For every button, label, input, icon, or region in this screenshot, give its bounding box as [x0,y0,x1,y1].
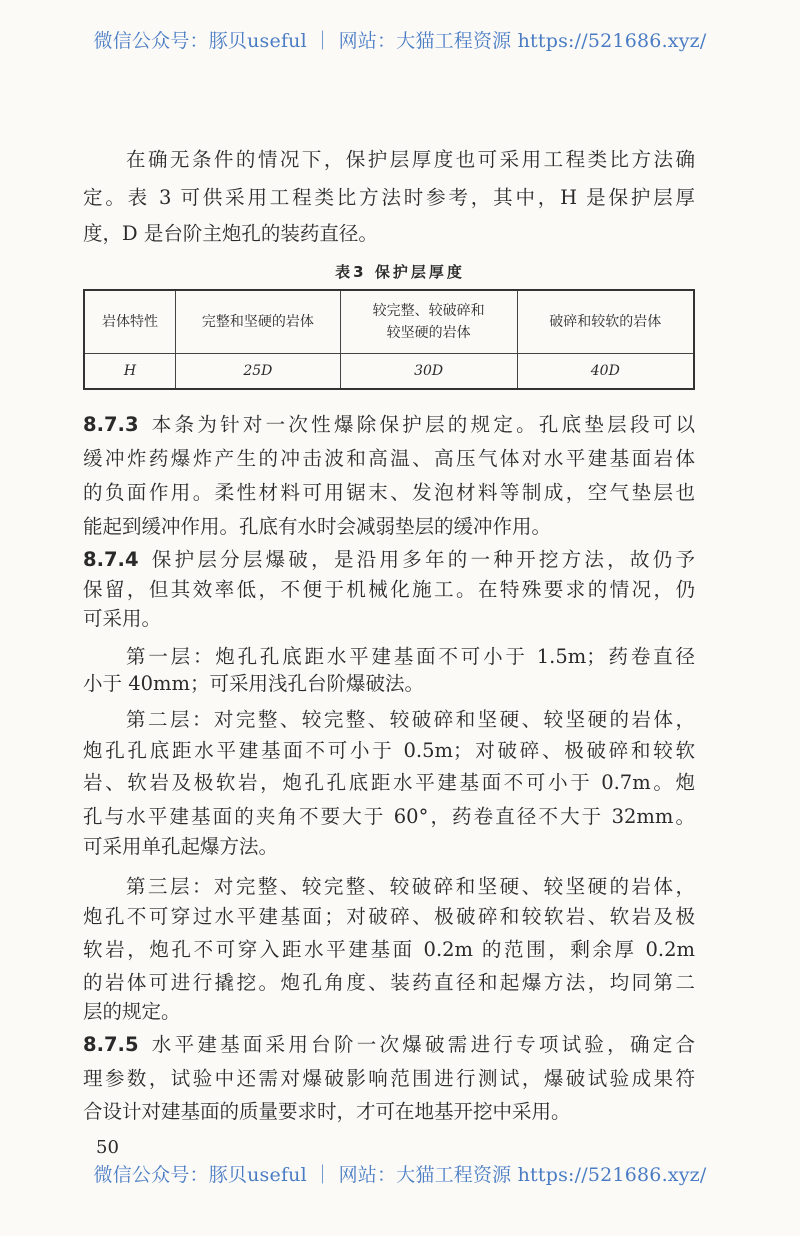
text-line: 可采用单孔起爆方法。 [83,835,279,858]
text-line: 保留，但其效率低，不便于机械化施工。在特殊要求的情况，仍 [83,578,695,601]
protection-layer-table [83,289,695,390]
text-line: 第二层：对完整、较完整、较破碎和坚硬、较坚硬的岩体， [126,708,695,731]
text-line: 缓冲炸药爆炸产生的冲击波和高温、高压气体对水平建基面岩体 [83,447,695,470]
text-line: 理参数，试验中还需对爆破影响范围进行测试，爆破试验成果符 [83,1067,695,1090]
text-line: 可采用。 [83,607,162,630]
watermark-bottom: 微信公众号：豚贝useful ｜ 网站：大猫工程资源 https://521686.xyz/ [93,1164,707,1186]
watermark-top: 微信公众号：豚贝useful ｜ 网站：大猫工程资源 https://521686.xyz/ [93,30,707,52]
text-line [83,1033,695,1057]
text-line: 炮孔不可穿过水平建基面；对破碎、极破碎和较软岩、软岩及极 [83,905,695,928]
table-cell: 40D [517,354,694,390]
text-line: 小于 40mm；可采用浅孔台阶爆破法。 [83,672,424,695]
text: 保护层分层爆破，是沿用多年的一种开挖方法，故仍予 [148,548,695,571]
table-header: 岩体特性 [84,290,176,354]
text-line: 的岩体可进行撬挖。炮孔角度、装药直径和起爆方法，均同第二 [83,971,695,994]
table-cell: H [84,354,176,390]
text-line: 岩、软岩及极软岩，炮孔孔底距水平建基面不可小于 0.7m。炮 [83,771,695,794]
table-header: 破碎和较软的岩体 [517,290,694,354]
text-line: 第一层：炮孔孔底距水平建基面不可小于 1.5m；药卷直径 [126,645,695,668]
table-header: 较完整、较破碎和较坚硬的岩体 [340,290,517,354]
text-line: 软岩，炮孔不可穿入距水平建基面 0.2m 的范围，剩余厚 0.2m [83,938,695,961]
text-line: 孔与水平建基面的夹角不要大于 60°，药卷直径不大于 32mm。 [83,805,695,828]
table-caption: 表3 保护层厚度 [335,263,465,281]
table-header: 完整和坚硬的岩体 [176,290,341,354]
section-number: 8.7.3 [83,413,139,436]
text-line: 的负面作用。柔性材料可用锯末、发泡材料等制成，空气垫层也 [83,481,695,504]
page-number: 50 [96,1137,119,1158]
text-line: 定。表 3 可供采用工程类比方法时参考，其中，H 是保护层厚 [83,186,695,209]
text: 本条为针对一次性爆除保护层的规定。孔底垫层段可以 [148,413,695,436]
table-cell: 30D [340,354,517,390]
text-line: 炮孔孔底距水平建基面不可小于 0.5m；对破碎、极破碎和较软 [83,739,695,762]
table-cell: 25D [176,354,341,390]
text-line: 合设计对建基面的质量要求时，才可在地基开挖中采用。 [83,1100,571,1123]
text-line [83,413,695,437]
text-line [83,548,695,572]
text-line: 度，D 是台阶主炮孔的装药直径。 [83,222,378,245]
text: 水平建基面采用台阶一次爆破需进行专项试验，确定合 [148,1033,695,1056]
text-line: 第三层：对完整、较完整、较破碎和坚硬、较坚硬的岩体， [126,875,695,898]
text-line: 层的规定。 [83,1000,181,1023]
section-number: 8.7.4 [83,548,139,571]
text-line: 在确无条件的情况下，保护层厚度也可采用工程类比方法确 [126,148,695,171]
section-number: 8.7.5 [83,1033,139,1056]
text-line: 能起到缓冲作用。孔底有水时会减弱垫层的缓冲作用。 [83,515,552,538]
